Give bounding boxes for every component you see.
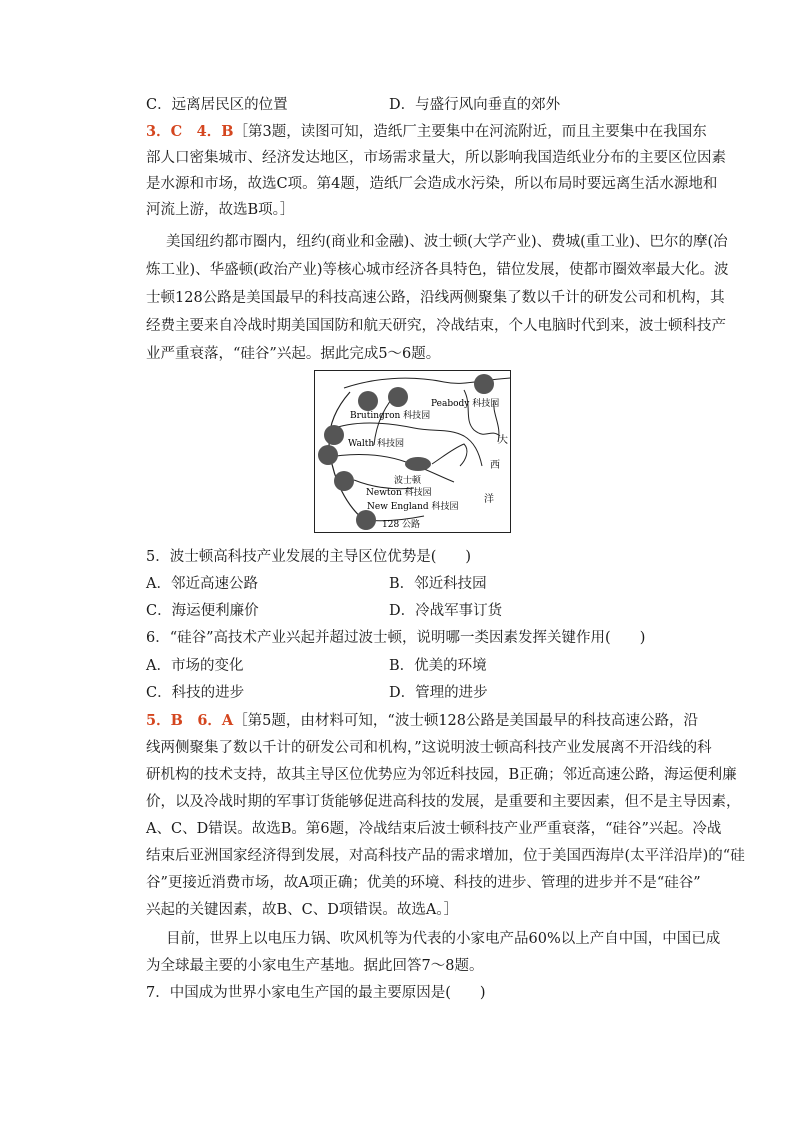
answer-key: 5．B 6．A [146,712,234,729]
answer-3-4-line-4: 河流上游，故选B项。］ [146,202,295,218]
answer-3-4-line-2: 部人口密集城市、经济发达地区，市场需求量大，所以影响我国造纸业分布的主要区位因素 [146,150,726,166]
q5-stem: 5．波士顿高科技产业发展的主导区位优势是( ) [146,549,472,565]
q7-stem: 7．中国成为世界小家电生产国的最主要原因是( ) [146,985,486,1001]
passage-7-8-line-1: 目前，世界上以电压力锅、吹风机等为代表的小家电产品60%以上产自中国，中国已成 [166,931,721,947]
tech-park-marker [356,510,376,530]
label-ocean-1: 大 [498,435,508,446]
label-peabody: Peabody 科技园 [431,399,500,409]
tech-park-marker [324,425,344,445]
passage-5-6-line-2: 炼工业)、华盛顿(政治产业)等核心城市经济各具特色，错位发展，使都市圈效率最大化。波 [146,262,729,278]
q6-stem: 6．“硅谷”高技术产业兴起并超过波士顿，说明哪一类因素发挥关键作用( ) [146,630,646,646]
label-walth: Walth 科技园 [348,439,404,449]
answer-5-6-line-3: 研机构的技术支持，故其主导区位优势应为邻近科技园，B正确；邻近高速公路，海运便利廉 [146,767,737,783]
tech-park-marker [358,391,378,411]
q5-option-b: B．邻近科技园 [389,576,487,592]
option-c: C．远离居民区的位置 [146,97,288,113]
answer-5-6-line-4: 价，以及冷战时期的军事订货能够促进高科技的发展，是重要和主要因素，但不是主导因素， [146,794,741,810]
q5-option-d: D．冷战军事订货 [389,603,503,619]
q6-option-c: C．科技的进步 [146,685,245,701]
q5-option-c: C．海运便利廉价 [146,603,259,619]
answer-5-6-line-8: 兴起的关键因素，故B、C、D项错误。故选A。］ [146,902,459,918]
passage-5-6-line-1: 美国纽约都市圈内，纽约(商业和金融)、波士顿(大学产业)、费城(重工业)、巴尔的摩(冶 [166,234,728,250]
answer-3-4-line-1: 3．C 4．B［第3题，读图可知，造纸厂主要集中在河流附近，而且主要集中在我国东 [146,123,707,140]
answer-key: 3．C 4．B [146,123,234,140]
label-ocean-2: 西 [490,460,500,471]
answer-5-6-line-2: 线两侧聚集了数以千计的研发公司和机构，”这说明波士顿高科技产业发展离不开沿线的科 [146,740,712,756]
label-road: 128 公路 [382,520,421,530]
label-newengland: New England 科技园 [367,502,459,512]
passage-5-6-line-4: 经费主要来自冷战时期美国国防和航天研究，冷战结束，个人电脑时代到来，波士顿科技产 [146,318,726,334]
label-ocean-3: 洋 [484,494,494,505]
q6-option-a: A．市场的变化 [146,658,244,674]
q6-option-b: B．优美的环境 [389,658,487,674]
label-brutingron: Brutingron 科技园 [350,411,431,421]
passage-7-8-line-2: 为全球最主要的小家电生产基地。据此回答7～8题。 [146,958,484,974]
answer-5-6-line-7: 谷”更接近消费市场，故A项正确；优美的环境、科技的进步、管理的进步并不是“硅谷” [146,875,701,891]
tech-park-marker [318,445,338,465]
answer-5-6-line-6: 结束后亚洲国家经济得到发展，对高科技产品的需求增加，位于美国西海岸(太平洋沿岸)的“硅 [146,848,745,864]
answer-3-4-line-3: 是水源和市场，故选C项。第4题，造纸厂会造成水污染，所以布局时要远离生活水源地和 [146,176,718,192]
boston-marker [405,457,431,471]
q5-option-a: A．邻近高速公路 [146,576,258,592]
tech-park-marker [334,471,354,491]
tech-park-marker [474,374,494,394]
label-newton: Newton 科技园 [366,488,432,498]
tech-park-marker [388,387,408,407]
passage-5-6-line-5: 业严重衰落，“硅谷”兴起。据此完成5～6题。 [146,346,441,362]
answer-5-6-line-5: A、C、D错误。故选B。第6题，冷战结束后波士顿科技产业严重衰落，“硅谷”兴起。冷战 [146,821,722,837]
boston-tech-park-map [314,370,511,533]
passage-5-6-line-3: 士顿128公路是美国最早的科技高速公路，沿线两侧聚集了数以千计的研发公司和机构，其 [146,290,725,306]
q6-option-d: D．管理的进步 [389,685,488,701]
label-boston: 波士顿 [394,476,422,486]
answer-5-6-line-1: 5．B 6．A［第5题，由材料可知，“波士顿128公路是美国最早的科技高速公路，沿 [146,712,698,729]
option-d: D．与盛行风向垂直的郊外 [389,97,561,113]
